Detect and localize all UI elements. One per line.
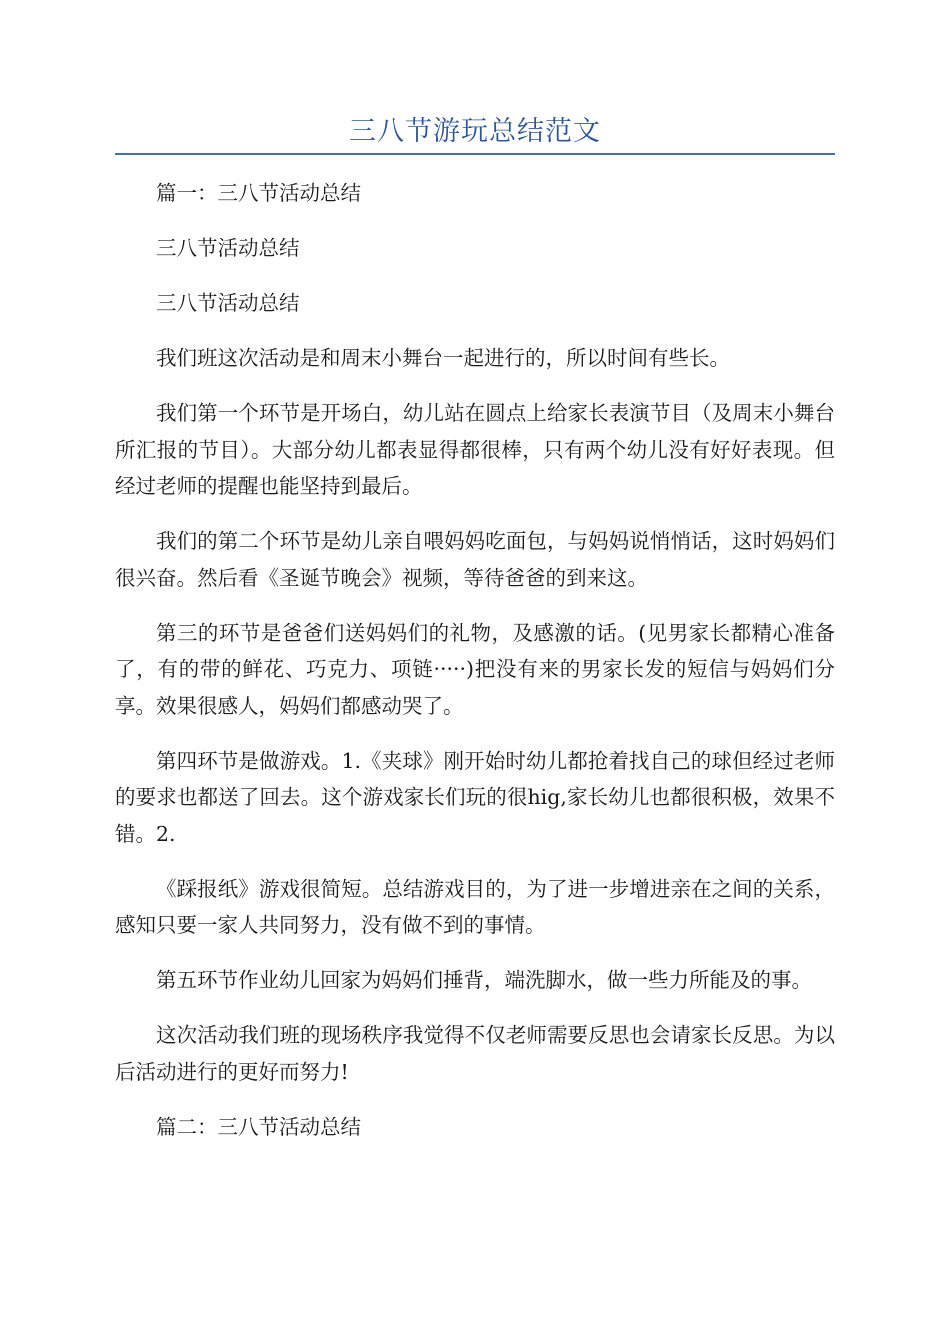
paragraph-step-4-game-2: 《踩报纸》游戏很简短。总结游戏目的，为了进一步增进亲在之间的关系，感知只要一家人共同努力，没有做不到的事情。 [115,876,835,937]
document-title: 三八节游玩总结范文 [349,116,601,147]
paragraph-subheading-2: 三八节活动总结 [156,291,300,315]
paragraph-section-heading-1: 篇一：三八节活动总结 [156,181,361,205]
paragraph-reflection: 这次活动我们班的现场秩序我觉得不仅老师需要反思也会请家长反思。为以后活动进行的更好而努力! [115,1023,835,1084]
paragraph-section-heading-2: 篇二：三八节活动总结 [156,1114,361,1139]
paragraph-step-3: 第三的环节是爸爸们送妈妈们的礼物，及感激的话。(见男家长都精心准备了，有的带的鲜花、巧克力、项链·····)把没有来的男家长发的短信与妈妈们分享。效果很感人，妈妈们都感动哭了。 [115,620,835,718]
paragraph-step-5: 第五环节作业幼儿回家为妈妈们捶背，端洗脚水，做一些力所能及的事。 [156,968,812,992]
title-underline [115,153,835,155]
document-body [115,175,835,1164]
paragraph-subheading-1: 三八节活动总结 [156,236,300,260]
paragraph-step-2: 我们的第二个环节是幼儿亲自喂妈妈吃面包，与妈妈说悄悄话，这时妈妈们很兴奋。然后看《圣诞节晚会》视频，等待爸爸的到来这。 [115,529,835,590]
paragraph-step-4: 第四环节是做游戏。1.《夹球》刚开始时幼儿都抢着找自己的球但经过老师的要求也都送了回去。这个游戏家长们玩的很hig,家长幼儿也都很积极，效果不错。2. [115,748,835,846]
paragraph-intro: 我们班这次活动是和周末小舞台一起进行的，所以时间有些长。 [156,346,730,370]
paragraph-step-1: 我们第一个环节是开场白，幼儿站在圆点上给家长表演节目（及周末小舞台所汇报的节目）。大部分幼儿都表显得都很棒，只有两个幼儿没有好好表现。但经过老师的提醒也能坚持到最后。 [115,401,835,498]
